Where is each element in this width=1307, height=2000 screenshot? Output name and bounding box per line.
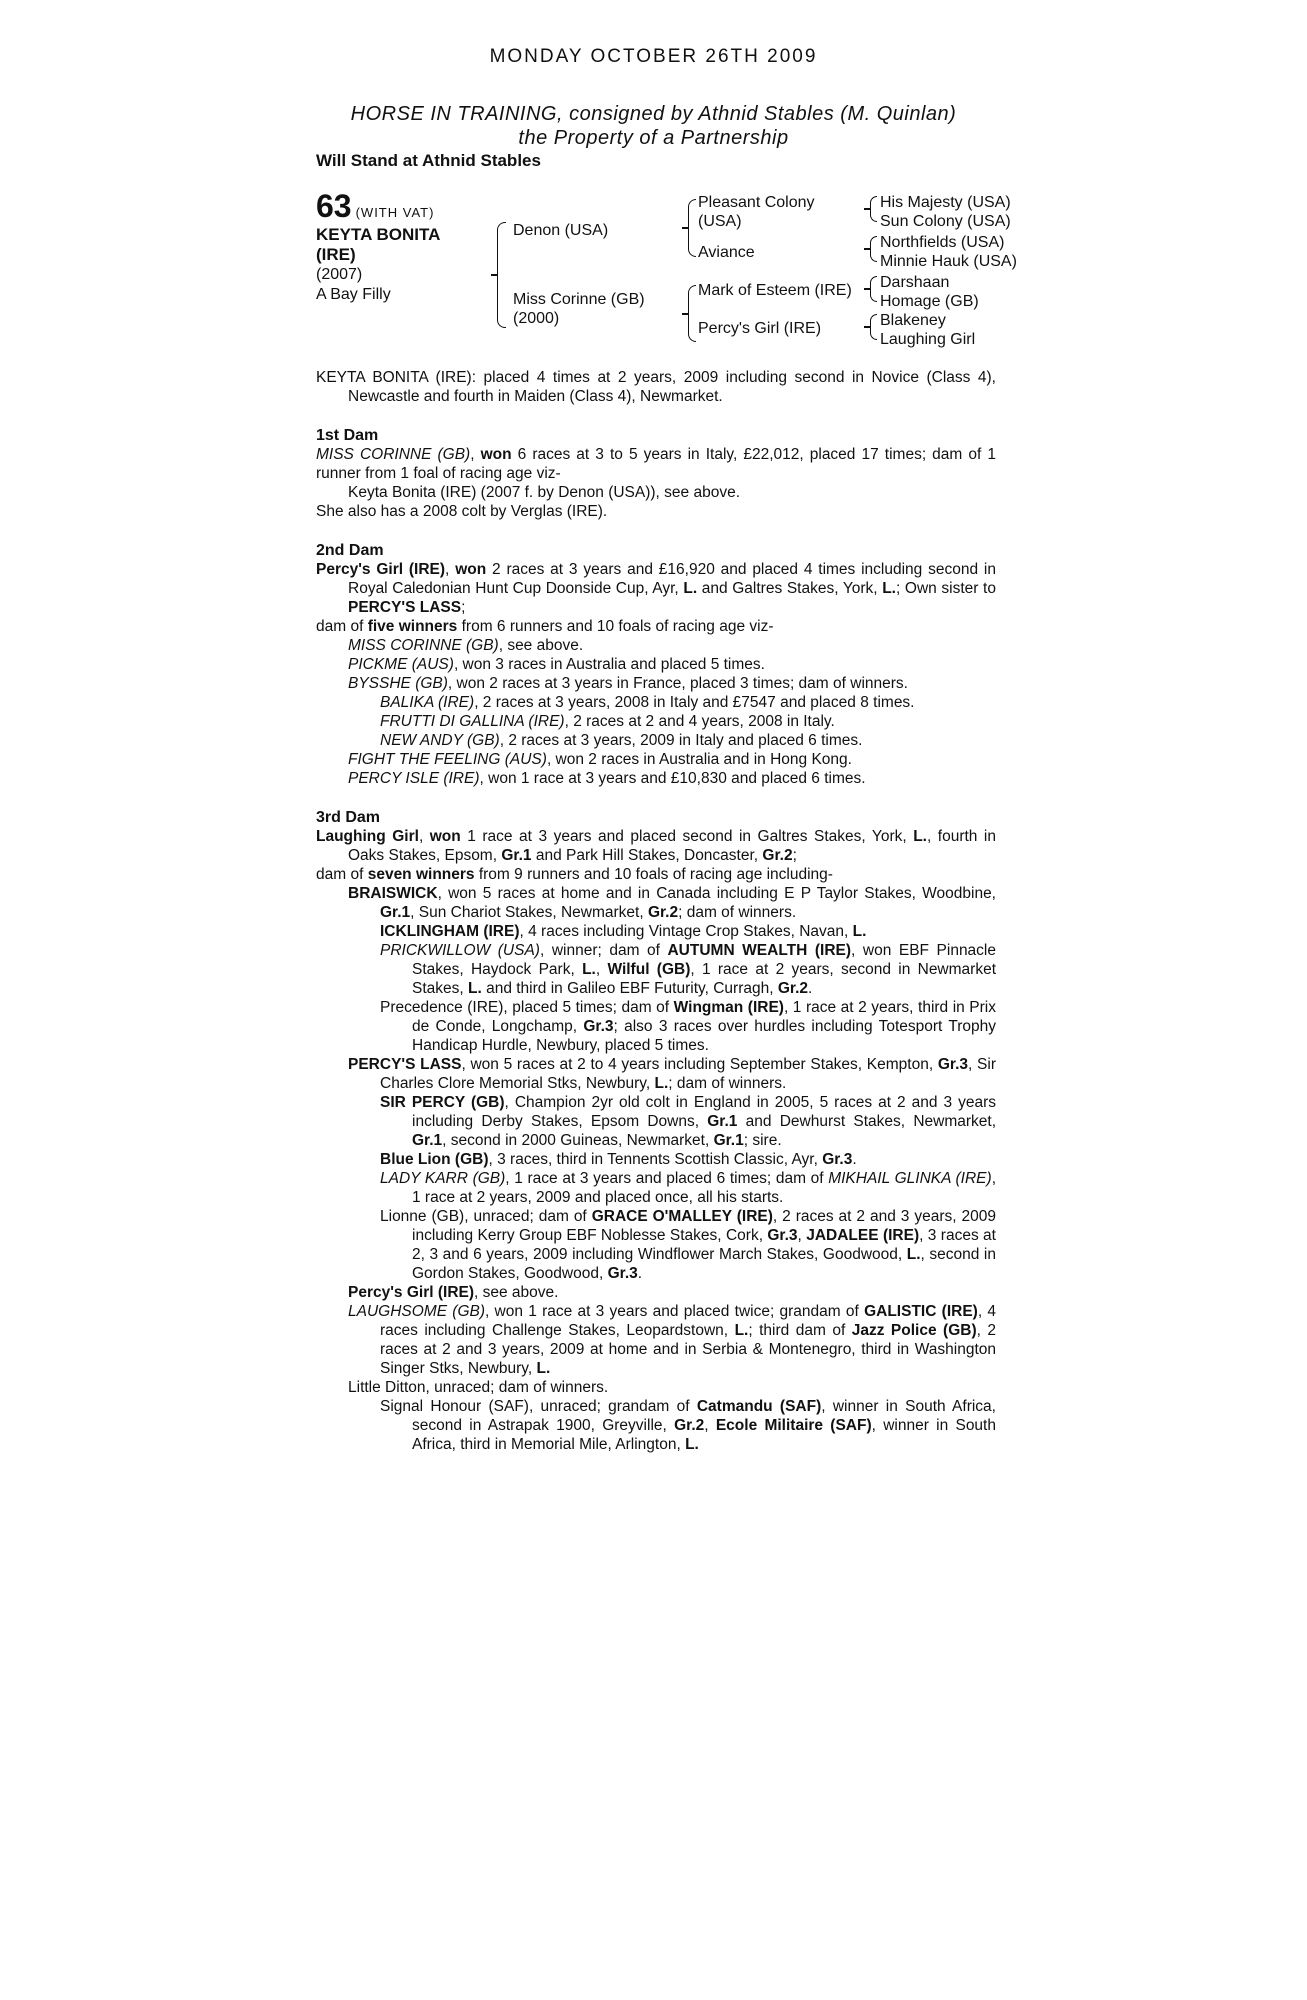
dam2-produce: [316, 617, 996, 636]
produce-name: AUTUMN WEALTH (IRE): [667, 942, 852, 959]
produce-little-ditton: Little Ditton, unraced; dam of winners.: [348, 1379, 609, 1396]
group3-mark: Gr.3: [937, 1056, 969, 1073]
dam2-sister: PERCY'S LASS: [348, 599, 462, 616]
dam3-produce: [316, 865, 996, 884]
pedigree-sdd: Minnie Hauk (USA): [880, 253, 1017, 270]
pedigree-dss: Darshaan: [880, 274, 950, 291]
produce-text: , 3 races, third in Tennents Scottish Classic, Ayr,: [488, 1151, 823, 1168]
produce-text: and Dewhurst Stakes, Newmarket,: [737, 1113, 996, 1130]
lot-info: [316, 188, 441, 305]
produce-text: , Sun Chariot Stakes, Newmarket,: [410, 904, 648, 921]
produce-text: , won EBF Pinnacle Stakes, Haydock Park,: [412, 942, 996, 978]
won-word: won: [480, 446, 512, 463]
produce-line: [316, 674, 996, 693]
produce-sir-percy: [316, 1093, 996, 1150]
pedigree-ds: Mark of Esteem (IRE): [698, 282, 852, 299]
produce-text: , second in 2000 Guineas, Newmarket,: [442, 1132, 714, 1149]
produce-text: , 1 race at 3 years and placed 6 times; dam of: [505, 1170, 829, 1187]
listed-mark: L.: [654, 1075, 669, 1092]
group3-mark: Gr.3: [583, 1018, 614, 1035]
produce-text: , won 2 races in Australia and in Hong Kong.: [546, 751, 852, 768]
produce-text: , won 5 races at home and in Canada including E P Taylor Stakes, Woodbine,: [437, 885, 996, 902]
produce-lionne: [316, 1207, 996, 1283]
produce-percys-lass: [316, 1055, 996, 1093]
produce-text: ,: [595, 961, 608, 978]
pedigree-sire: Denon (USA): [513, 222, 609, 239]
produce-text: ; third dam of: [748, 1322, 852, 1339]
dam3-seven-winners: seven winners: [367, 866, 475, 883]
produce-percys-girl: [316, 1283, 996, 1302]
produce-name: Ecole Militaire (SAF): [715, 1417, 872, 1434]
listed-mark: L.: [685, 1436, 699, 1453]
listed-mark: L.: [882, 580, 896, 597]
produce-text: , second in Gordon Stakes, Goodwood,: [412, 1246, 997, 1282]
group2-mark: Gr.2: [647, 904, 679, 921]
produce-text: ; dam of winners.: [678, 904, 797, 921]
dam1-name: MISS CORINNE (GB): [316, 446, 471, 463]
lot-number: 63: [316, 188, 352, 224]
produce-name: PICKME (AUS): [348, 656, 454, 673]
dam3-rest: 1 race at 3 years and placed second in Galtres Stakes, York,: [460, 828, 914, 845]
produce-text: , won 3 races in Australia and placed 5 times.: [453, 656, 765, 673]
horse-country: (IRE): [316, 245, 356, 264]
pedigree-dam: Miss Corinne (GB): [513, 291, 645, 308]
produce-text: , 1 race at 2 years, third in Prix de Conde, Longchamp,: [412, 999, 996, 1035]
dam3-heading: 3rd Dam: [316, 809, 381, 826]
group1-mark: Gr.1: [713, 1132, 744, 1149]
produce-text: ; also 3 races over hurdles including Totesport Trophy Handicap Hurdle, Newbury, placed 5 times.: [412, 1018, 997, 1054]
pedigree-dd: Percy's Girl (IRE): [698, 320, 822, 337]
produce-text: Precedence (IRE), placed 5 times; dam of: [380, 999, 674, 1016]
dam2-name: Percy's Girl (IRE): [316, 561, 446, 578]
group1-mark: Gr.1: [412, 1132, 443, 1149]
dam3-rest: , fourth in Oaks Stakes, Epsom,: [348, 828, 996, 864]
produce-text: , 1 race at 2 years, second in Newmarket Stakes,: [412, 961, 996, 997]
dam2-record: Percy's Girl (IRE), won 2 races at 3 years and £16,920 and placed 4 times including second in Royal Caledonian Hunt Cup Doonside Cup, Ayr, L. and Galtres Stakes, York, L.; Own sister to PERCY'S LASS;: [316, 561, 996, 616]
pedigree-sd: Aviance: [698, 244, 755, 261]
produce-text: , 2 races at 2 and 3 years, 2009 at home and in Serbia & Montenegro, third in Washington Singer Stks, Newbury,: [380, 1322, 997, 1377]
group3-mark: Gr.3: [822, 1151, 853, 1168]
produce-name: PERCY'S LASS: [348, 1056, 462, 1073]
dam1-record: MISS CORINNE (GB), won 6 races at 3 to 5 years in Italy, £22,012, placed 17 times; dam of 1 runner from 1 foal of racing age viz-: [316, 446, 997, 482]
produce-text: , see above.: [474, 1284, 559, 1301]
dam3-rest: and Park Hill Stakes, Doncaster,: [531, 847, 763, 864]
pedigree-bracket-3b: [870, 236, 877, 262]
dam1-also: She also has a 2008 colt by Verglas (IRE).: [316, 503, 608, 520]
produce-line: [316, 750, 996, 769]
property-line: the Property of a Partnership: [518, 127, 789, 149]
produce-text: , 2 races at 2 and 3 years, 2009 including Kerry Group EBF Noblesse Stakes, Cork,: [412, 1208, 996, 1244]
produce-text: , 2 races at 3 years, 2008 in Italy and £7547 and placed 8 times.: [474, 694, 915, 711]
produce-text: , winner in South Africa, second in Astrapak 1900, Greyville,: [412, 1398, 996, 1434]
group3-mark: Gr.3: [607, 1265, 638, 1282]
produce-text: , won 5 races at 2 to 4 years including September Stakes, Kempton,: [461, 1056, 938, 1073]
produce-text: , 2 races at 2 and 4 years, 2008 in Italy.: [564, 713, 835, 730]
punct: .: [852, 1151, 857, 1168]
pedigree-bracket-2a: [688, 199, 696, 257]
produce-name: Percy's Girl (IRE): [348, 1284, 475, 1301]
produce-name: PERCY ISLE (IRE): [348, 770, 480, 787]
produce-braiswick: [316, 884, 996, 922]
produce-text: , 3 races at 2, 3 and 6 years, 2009 including Windflower March Stakes, Goodwood,: [412, 1227, 996, 1263]
produce-text: , see above.: [498, 637, 584, 654]
produce-name: GALISTIC (IRE): [864, 1303, 978, 1320]
produce-name: BYSSHE (GB): [348, 675, 448, 692]
produce-name: FRUTTI DI GALLINA (IRE): [380, 713, 565, 730]
produce-name: BALIKA (IRE): [380, 694, 475, 711]
produce-text: ,: [704, 1417, 716, 1434]
produce-name: Jazz Police (GB): [851, 1322, 977, 1339]
produce-line: [316, 731, 996, 750]
produce-text: , Sir Charles Clore Memorial Stks, Newbury,: [380, 1056, 996, 1092]
produce-name: MISS CORINNE (GB): [348, 637, 499, 654]
dam3-name: Laughing Girl: [316, 828, 419, 845]
dam2-rest: 2 races at 3 years and £16,920 and placed 4 times including second in Royal Caledonian Hunt Cup Doonside Cup, Ayr,: [348, 561, 996, 597]
produce-name: MIKHAIL GLINKA (IRE): [828, 1170, 992, 1187]
produce-name: BRAISWICK: [348, 885, 438, 902]
horse-name: KEYTA BONITA: [316, 225, 441, 244]
dam3-produce-text: from 9 runners and 10 foals of racing age including-: [474, 866, 833, 883]
dam2-produce-text: dam of: [316, 618, 368, 635]
produce-line: [316, 636, 996, 655]
produce-text: ; sire.: [743, 1132, 782, 1149]
dam2-rest: and Galtres Stakes, York,: [697, 580, 883, 597]
produce-lady-karr: [316, 1169, 996, 1207]
pedigree-bracket-1: [497, 222, 506, 328]
produce-precedence: [316, 998, 996, 1055]
produce-text: Lionne (GB), unraced; dam of: [380, 1208, 592, 1225]
will-stand-line: Will Stand at Athnid Stables: [316, 151, 541, 170]
punct: .: [808, 980, 813, 997]
pedigree-bracket-3c: [870, 276, 877, 302]
pedigree-dsd: Homage (GB): [880, 293, 979, 310]
pedigree-ss-country: (USA): [698, 213, 742, 230]
listed-mark: L.: [582, 961, 596, 978]
produce-name: PRICKWILLOW (USA): [380, 942, 540, 959]
listed-mark: L.: [536, 1360, 551, 1377]
produce-line: [316, 693, 996, 712]
produce-text: , Champion 2yr old colt in England in 2005, 5 races at 2 and 3 years including Derby Stakes, Epsom Downs,: [412, 1094, 996, 1130]
produce-text: , 2 races at 3 years, 2009 in Italy and placed 6 times.: [499, 732, 863, 749]
pedigree-ssd: Sun Colony (USA): [880, 213, 1011, 230]
produce-laughsome: [316, 1302, 996, 1378]
produce-blue-lion: [316, 1150, 996, 1169]
produce-text: , won 2 races at 3 years in France, placed 3 times; dam of winners.: [447, 675, 908, 692]
group3-mark: Gr.3: [767, 1227, 798, 1244]
punct: ;: [792, 847, 797, 864]
group1-mark: Gr.1: [501, 847, 532, 864]
produce-signal-honour: [316, 1397, 996, 1454]
won-word: won: [429, 828, 461, 845]
dam1-rest: 6 races at 3 to 5 years in Italy, £22,012, placed 17 times; dam of 1 runner from 1 foal of racing age viz-: [316, 446, 997, 482]
pedigree-sds: Northfields (USA): [880, 234, 1005, 251]
produce-name: FIGHT THE FEELING (AUS): [348, 751, 547, 768]
produce-name: Blue Lion (GB): [380, 1151, 489, 1168]
produce-name: Catmandu (SAF): [696, 1398, 822, 1415]
pedigree-ddd: Laughing Girl: [880, 331, 976, 348]
foaling-year: (2007): [316, 266, 363, 283]
group2-mark: Gr.2: [762, 847, 793, 864]
pedigree-dds: Blakeney: [880, 312, 946, 329]
punct: .: [637, 1265, 643, 1282]
dam1-foal: Keyta Bonita (IRE) (2007 f. by Denon (USA)), see above.: [348, 484, 740, 501]
produce-text: ; dam of winners.: [668, 1075, 787, 1092]
produce-text: , won 1 race at 3 years and placed twice; grandam of: [485, 1303, 865, 1320]
pedigree-ss: Pleasant Colony: [698, 194, 815, 211]
listed-mark: L.: [906, 1246, 921, 1263]
produce-text: , winner in South Africa, third in Memorial Mile, Arlington,: [412, 1417, 996, 1453]
dam3-record: Laughing Girl, won 1 race at 3 years and placed second in Galtres Stakes, York, L., fourth in Oaks Stakes, Epsom, Gr.1 and Park Hill Stakes, Doncaster, Gr.2;: [316, 828, 996, 864]
produce-name: JADALEE (IRE): [806, 1227, 920, 1244]
produce-text: ,: [797, 1227, 807, 1244]
listed-mark: L.: [913, 828, 927, 845]
listed-mark: L.: [468, 980, 482, 997]
listed-mark: L.: [683, 580, 698, 597]
horse-description: A Bay Filly: [316, 286, 391, 303]
produce-text: , winner; dam of: [539, 942, 668, 959]
dam1-heading: 1st Dam: [316, 427, 379, 444]
produce-text: and third in Galileo EBF Futurity, Curragh,: [481, 980, 778, 997]
produce-line: [316, 712, 996, 731]
listed-mark: L.: [734, 1322, 749, 1339]
dam2-heading: 2nd Dam: [316, 542, 384, 559]
catalogue-text: [316, 368, 996, 1454]
produce-name: NEW ANDY (GB): [380, 732, 500, 749]
listed-mark: L.: [852, 923, 867, 940]
dam3-produce-text: dam of: [316, 866, 368, 883]
produce-line: [316, 769, 996, 788]
produce-text: Signal Honour (SAF), unraced; grandam of: [380, 1398, 697, 1415]
dam2-produce-text: from 6 runners and 10 foals of racing age viz-: [457, 618, 774, 635]
produce-name: LADY KARR (GB): [380, 1170, 506, 1187]
pedigree-sss: His Majesty (USA): [880, 194, 1011, 211]
produce-text: , won 1 race at 3 years and £10,830 and placed 6 times.: [479, 770, 866, 787]
produce-text: , 4 races including Vintage Crop Stakes, Navan,: [519, 923, 853, 940]
pedigree-bracket-3a: [870, 196, 877, 222]
produce-text: , 1 race at 2 years, 2009 and placed once, all his starts.: [412, 1170, 996, 1206]
pedigree-bracket-3d: [870, 314, 877, 340]
vat-note: (WITH VAT): [355, 205, 435, 220]
pedigree-bracket-2b: [688, 285, 696, 342]
pedigree-dam-year: (2000): [513, 310, 560, 327]
group2-mark: Gr.2: [777, 980, 809, 997]
won-word: won: [455, 561, 487, 578]
consignor-line: HORSE IN TRAINING, consigned by Athnid Stables (M. Quinlan): [350, 103, 957, 125]
dam2-rest: ; Own sister to: [896, 580, 996, 597]
group1-mark: Gr.1: [707, 1113, 738, 1130]
group1-mark: Gr.1: [380, 904, 411, 921]
sale-date: MONDAY OCTOBER 26TH 2009: [489, 46, 818, 67]
race-summary: KEYTA BONITA (IRE): placed 4 times at 2 years, 2009 including second in Novice (Class 4), Newcastle and fourth in Maiden (Class 4), Newmarket.: [316, 369, 996, 405]
group2-mark: Gr.2: [674, 1417, 705, 1434]
produce-prickwillow: [316, 941, 996, 998]
punct: ;: [461, 599, 466, 616]
produce-name: LAUGHSOME (GB): [348, 1303, 486, 1320]
produce-ickl: [316, 922, 996, 941]
produce-name: SIR PERCY (GB): [380, 1094, 505, 1111]
produce-text: , 4 races including Challenge Stakes, Leopardstown,: [380, 1303, 996, 1339]
produce-name: GRACE O'MALLEY (IRE): [591, 1208, 773, 1225]
produce-name: Wingman (IRE): [673, 999, 784, 1016]
produce-name: Wilful (GB): [607, 961, 691, 978]
produce-name: ICKLINGHAM (IRE): [380, 923, 520, 940]
dam2-five-winners: five winners: [367, 618, 458, 635]
produce-line: [316, 655, 996, 674]
